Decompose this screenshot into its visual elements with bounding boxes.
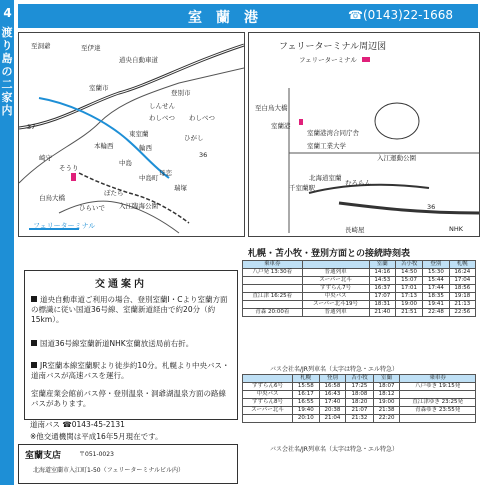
table-row: すずらん7号 16:37 17:01 17:44 18:56 bbox=[243, 285, 476, 293]
terminal-map-legend: フェリーターミナル bbox=[299, 55, 370, 64]
port-title: 室蘭港 bbox=[188, 10, 272, 26]
map-label: 崎守 bbox=[39, 154, 52, 162]
map-label: わしべつ bbox=[149, 114, 175, 122]
route-number: 36 bbox=[199, 151, 208, 159]
table-header: 乗車券 bbox=[400, 375, 476, 383]
timetable-bottom bbox=[242, 374, 476, 423]
traffic-item: 国道36号線室蘭新道NHK室蘭放送局前右折。 bbox=[31, 339, 231, 349]
timetable-caption: バス会社名/JR列車名（太字は特急・エル特急） bbox=[270, 366, 398, 373]
terminal-map-drawing bbox=[249, 33, 479, 236]
timetable-top bbox=[242, 260, 476, 317]
terminal-map-label: NHK bbox=[449, 225, 464, 233]
table-header bbox=[243, 375, 293, 383]
map-label: 輪西 bbox=[139, 144, 152, 152]
branch-box bbox=[18, 444, 238, 484]
terminal-map-label: 千室蘭駅 bbox=[289, 184, 315, 192]
sidebar-vertical-title: 渡り島の二家内 bbox=[1, 26, 13, 117]
table-row: スーパー北斗19号 18:31 19:00 19:41 21:13 bbox=[243, 301, 476, 309]
traffic-item: 室蘭産業会館前バス停・登別温泉・洞爺湖温泉方面の路線バスがあります。 bbox=[31, 389, 226, 408]
table-header: 札幌 bbox=[449, 261, 475, 269]
table-row: スーパー北斗 14:53 15:07 15:44 17:04 bbox=[243, 277, 476, 285]
terminal-area-map bbox=[248, 32, 480, 237]
terminal-map-label: 入江運動公園 bbox=[377, 154, 416, 162]
phone-icon: ☎ bbox=[62, 420, 72, 429]
map-label: 東室蘭 bbox=[129, 130, 149, 138]
map-label: 瑞塚 bbox=[174, 184, 187, 192]
map-label: ひがし bbox=[184, 134, 204, 142]
table-row: 八戸発 13:30着 普通列車 14:16 14:50 15:30 16:24 bbox=[243, 269, 476, 277]
terminal-map-label: 室蘭港湾合同庁舎 bbox=[307, 129, 359, 137]
traffic-info-title: 交通案内 bbox=[95, 279, 147, 290]
map-label: 本輪西 bbox=[94, 142, 114, 150]
bullet-icon bbox=[31, 362, 37, 368]
map-label: 登別市 bbox=[171, 89, 191, 97]
table-header: 苫小牧 bbox=[395, 261, 422, 269]
map-label: しんせん bbox=[149, 102, 175, 110]
bullet-icon bbox=[31, 296, 37, 302]
bullet-icon bbox=[31, 340, 37, 346]
table-row: スーパー北斗 19:40 20:38 21:07 21:38 青森ゆき 23:55発 bbox=[243, 407, 476, 415]
traffic-dept: 道南バス ☎0143-45-2131 bbox=[30, 420, 125, 429]
terminal-map-title: フェリーターミナル周辺図 bbox=[279, 42, 387, 52]
table-header: 登別 bbox=[319, 375, 346, 383]
route-number: 36 bbox=[427, 203, 436, 211]
terminal-map-label: 北海道室蘭 bbox=[309, 174, 342, 182]
branch-postal: 〒051-0023 bbox=[79, 451, 114, 458]
table-row: すずらん6号 15:58 16:58 17:25 18:07 八戸ゆき 19:15発 bbox=[243, 383, 476, 391]
terminal-map-label: むろらん bbox=[345, 179, 371, 187]
page-number: 4 bbox=[3, 6, 12, 20]
branch-name: 室蘭支店 bbox=[25, 451, 62, 461]
table-header-row bbox=[243, 375, 476, 383]
branch-address: 北海道室蘭市入江町1-50（フェリーターミナルビル内） bbox=[33, 467, 185, 474]
table-row: 直江津 16:25着 中央バス 17:07 17:13 18:35 19:18 bbox=[243, 293, 476, 301]
table-header: 札幌 bbox=[293, 375, 320, 383]
timetable-panel bbox=[240, 244, 478, 484]
timetable-title: 札幌・苫小牧・登別方面との接続時刻表 bbox=[248, 249, 411, 259]
map-label: 室蘭市 bbox=[89, 84, 109, 92]
route-number: 37 bbox=[27, 123, 36, 131]
terminal-map-label: 室蘭工業大学 bbox=[307, 142, 346, 150]
traffic-item: 道央自動車道ご利用の場合、登別室蘭I・Cより室蘭方面の標識に従い国道36号線、室蘭新道経由で約20分（約15km）。 bbox=[31, 295, 228, 324]
table-row: すずらん8号 16:55 17:40 18:20 19:00 直江津ゆき 23:25発 bbox=[243, 399, 476, 407]
map-label: そうり bbox=[59, 164, 79, 172]
map-label: わしべつ bbox=[189, 114, 215, 122]
map-label: 道央自動車道 bbox=[119, 56, 158, 64]
area-map bbox=[18, 32, 245, 237]
table-row: 20:10 21:04 21:32 22:20 bbox=[243, 415, 476, 423]
map-label: 母恋 bbox=[159, 169, 172, 177]
phone-icon: ☎ bbox=[348, 8, 363, 22]
map-terminal-label: フェリーターミナル bbox=[33, 222, 96, 230]
traffic-info-panel bbox=[24, 270, 238, 420]
traffic-note: ※他交通機関は平成16年5月現在です。 bbox=[30, 432, 163, 441]
port-phone: ☎(0143)22-1668 bbox=[348, 8, 453, 22]
map-label: 中島 bbox=[119, 159, 132, 167]
table-header-row bbox=[243, 261, 476, 269]
table-row: 青森 20:00着 普通列車 21:40 21:51 22:48 22:56 bbox=[243, 309, 476, 317]
terminal-map-label: 長崎屋 bbox=[345, 226, 365, 234]
map-label: 白鳥大橋 bbox=[39, 194, 65, 202]
map-label: 至伊達 bbox=[81, 44, 101, 52]
table-header: 室蘭 bbox=[373, 375, 400, 383]
map-label: 入江臨海公園 bbox=[119, 202, 158, 210]
terminal-map-label: 至白鳥大橋 bbox=[255, 104, 288, 112]
table-header: 室蘭 bbox=[369, 261, 395, 269]
table-header bbox=[302, 261, 369, 269]
table-row: 中央バス 16:17 16:43 18:08 18:12 bbox=[243, 391, 476, 399]
map-label: ひらいで bbox=[79, 204, 105, 212]
map-label: 中島町 bbox=[139, 174, 159, 182]
table-header: 苫小牧 bbox=[346, 375, 374, 383]
timetable-footer: バス会社名/JR列車名（太字は特急・エル特急） bbox=[270, 446, 398, 453]
terminal-map-label: 室蘭港 bbox=[271, 122, 291, 130]
map-label: ぽたら bbox=[104, 189, 124, 197]
port-header bbox=[18, 4, 478, 28]
sidebar bbox=[0, 0, 14, 485]
traffic-item: JR室蘭本線室蘭駅より徒歩約10分。札幌より中央バス・道南バスが高速バスを運行。 bbox=[31, 361, 230, 380]
table-header: 乗車券 bbox=[243, 261, 303, 269]
table-header: 登別 bbox=[423, 261, 449, 269]
map-label: 至洞爺 bbox=[31, 42, 51, 50]
